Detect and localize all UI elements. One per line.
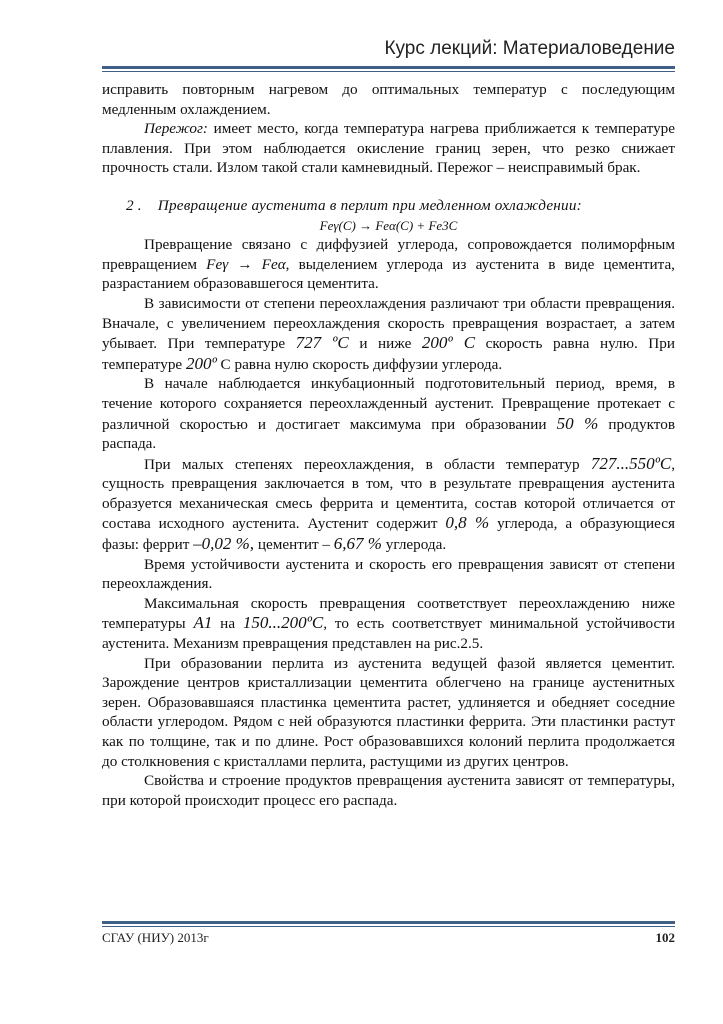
page-number: 102	[655, 930, 675, 945]
inline-formula: Feγ → Feα	[206, 255, 286, 273]
section-number: 2 .	[126, 196, 142, 214]
paragraph-9: При образовании перлита из аустенита ведущей фазой является цементит. Зарождение центров кристаллизации цементита облегчено на границе аустенитных зерен. Образовавшаяся пластинка цементита растет, удлиняется и обедняет соседние области углеродом. Рядом с ней образуются пластинки феррита. Эти пластинки растут как по толщине, так и по длине. Рост образовавшихся колоний перлита продолжается до столкновения с кристаллами перлита, растущими из других центров.	[102, 654, 675, 770]
paragraph-7: Время устойчивости аустенита и скорость его превращения зависят от степени переохлаждения.	[102, 555, 675, 593]
footer-rule	[102, 921, 675, 924]
term-overheating: Пережог:	[144, 120, 208, 138]
section-heading	[102, 196, 675, 216]
footer-institution: СГАУ (НИУ) 2013г	[102, 930, 209, 945]
paragraph-3: Превращение связано с диффузией углерода, сопровождается полиморфным превращением Feγ → Feα, выделением углерода из аустенита в виде цементита, разрастанием образовавшегося цементита.	[102, 236, 675, 293]
reaction-formula: Feγ(C) → Feα(C) + Fe3C	[319, 217, 458, 233]
symbol-a1: A1	[193, 613, 213, 633]
paragraph-8: Максимальная скорость превращения соответствует переохлаждению ниже температуры A1 на 150...200ºC, то есть соответствует минимальной устойчивости аустенита. Механизм превращения представлен на рис.2.5.	[102, 594, 675, 653]
paragraph-6: При малых степенях переохлаждения, в области температур 727...550ºС, сущность превращения заключается в том, что в результате превращения аустенита образуется механическая смесь феррита и цементита, состав которой отличается от состава исходного аустенита. Аустенит содержит 0,8 % углерода, а образующиеся фазы: феррит –0,02 %, цементит – 6,67 % углерода.	[102, 453, 675, 554]
paragraph-overheating: Пережог: имеет место, когда температура нагрева приближается к температуре плавления. При этом наблюдается окисление границ зерен, что резко снижает прочность стали. Излом такой стали камневидный. Пережог – неисправимый брак.	[102, 120, 675, 177]
header-rule	[102, 66, 675, 69]
paragraph-4: В зависимости от степени переохлаждения различают три области превращения. Вначале, с увеличением переохлаждения скорость превращения возрастает, а затем убывает. При температуре 727 ºC и ниже 200º C скорость равна нулю. При температуре 200º С равна нулю скорость диффузии углерода.	[102, 294, 675, 373]
section-title: Превращение аустенита в перлит при медленном охлаждении:	[157, 196, 582, 214]
page-title: Курс лекций: Материаловедение	[384, 38, 675, 59]
paragraph-5: В начале наблюдается инкубационный подготовительный период, время, в течение которого сохраняется переохлажденный аустенит. Превращение протекает с различной скоростью и достигает максимума при образовании 50 % продуктов распада.	[102, 375, 676, 453]
paragraph-1: исправить повторным нагревом до оптимальных температур с последующим медленным охлаждением.	[102, 81, 675, 118]
paragraph-10: Свойства и строение продуктов превращения аустенита зависят от температуры, при которой происходит процесс его распада.	[102, 772, 675, 809]
document-body	[102, 80, 675, 810]
footer-rule-thin	[102, 926, 675, 927]
header-rule-thin	[102, 71, 675, 72]
